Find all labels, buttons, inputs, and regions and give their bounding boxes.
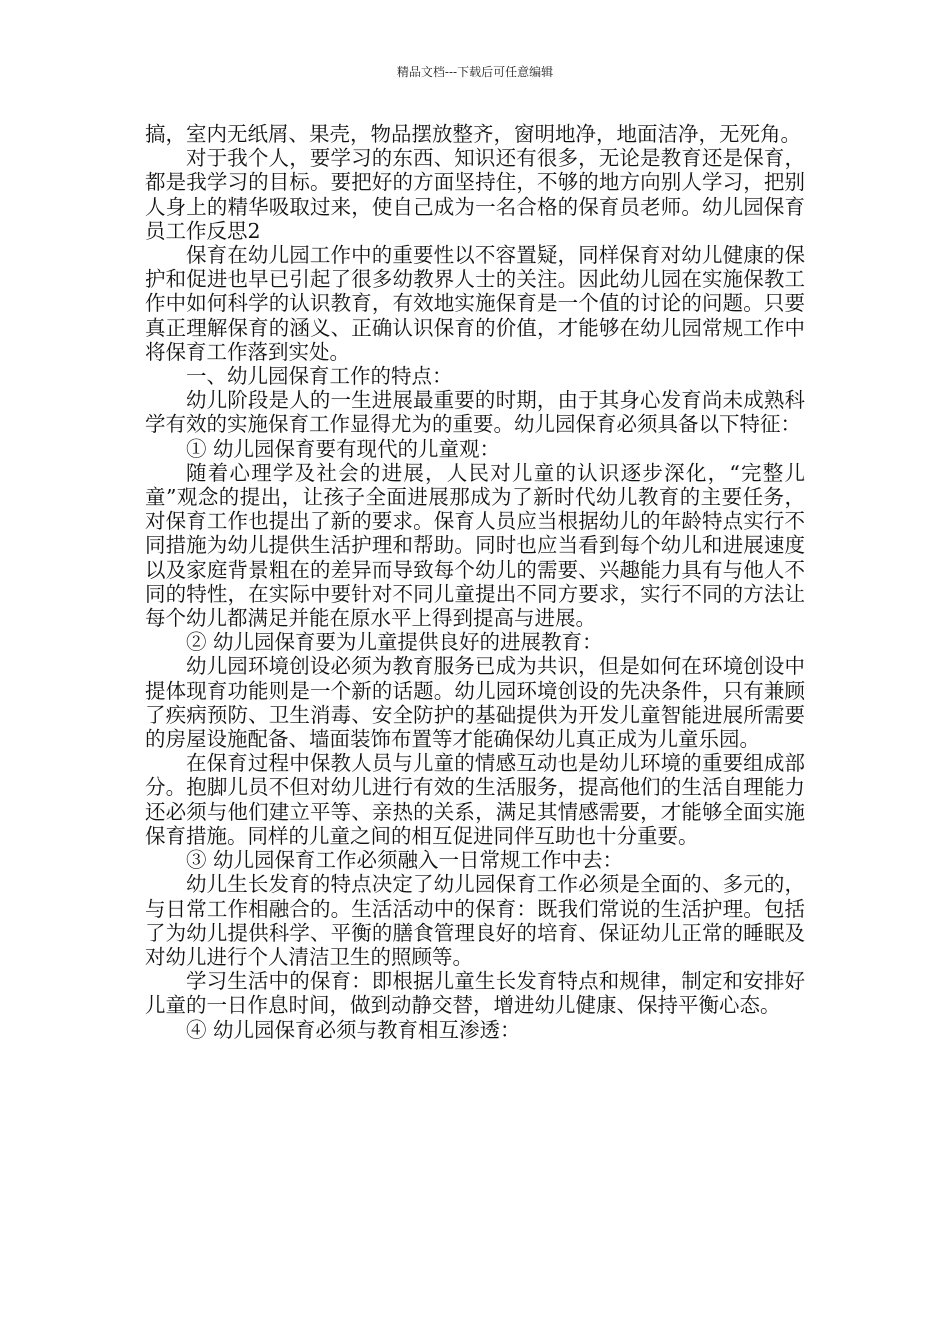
page-header: 精品文档---下载后可任意编辑: [396, 65, 554, 79]
subheading-2: ② 幼儿园保育要为儿童提供良好的进展教育：: [186, 630, 603, 655]
section-heading-1: 一、幼儿园保育工作的特点：: [186, 364, 453, 389]
subheading-1: ① 幼儿园保育要有现代的儿童观：: [186, 436, 501, 461]
paragraph-2: 对于我个人，要学习的东西、知识还有很多，无论是教育还是保育，都是我学习的目标。要把好的方面坚持住，不够的地方向别人学习，把别人身上的精华吸取过来，使自己成为一名合格的保育员老师。幼儿园保育员工作反思2: [145, 146, 805, 243]
paragraph-9: 学习生活中的保育：即根据儿童生长发育特点和规律，制定和安排好儿童的一日作息时间，做到动静交替，增进幼儿健康、保持平衡心态。: [145, 969, 805, 1018]
document-body: [145, 122, 805, 1042]
paragraph-1: 搞，室内无纸屑、果壳，物品摆放整齐，窗明地净，地面洁净，无死角。: [145, 122, 801, 146]
paragraph-7: 在保育过程中保教人员与儿童的情感互动也是幼儿环境的重要组成部分。抱脚儿员不但对幼儿进行有效的生活服务，提高他们的生活自理能力还必须与他们建立平等、亲热的关系，满足其情感需要，才能够全面实施保育措施。同样的儿童之间的相互促进同伴互助也十分重要。: [145, 751, 805, 848]
paragraph-5: 随着心理学及社会的进展，人民对儿童的认识逐步深化，“完整儿童”观念的提出，让孩子全面进展那成为了新时代幼儿教育的主要任务，对保育工作也提出了新的要求。保育人员应当根据幼儿的年龄特点实行不同措施为幼儿提供生活护理和帮助。同时也应当看到每个幼儿和进展速度以及家庭背景粗在的差异而导致每个幼儿的需要、兴趣能力具有与他人不同的特性，在实际中要针对不同儿童提出不同方要求，实行不同的方法让每个幼儿都满足并能在原水平上得到提高与进展。: [145, 460, 805, 631]
subheading-4: ④ 幼儿园保育必须与教育相互渗透：: [186, 1017, 521, 1042]
paragraph-8: 幼儿生长发育的特点决定了幼儿园保育工作必须是全面的、多元的，与日常工作相融合的。生活活动中的保育：既我们常说的生活护理。包括了为幼儿提供科学、平衡的膳食管理良好的培育、保证幼儿正常的睡眠及对幼儿进行个人清洁卫生的照顾等。: [145, 872, 805, 969]
paragraph-3: 保育在幼儿园工作中的重要性以不容置疑，同样保育对幼儿健康的保护和促进也早已引起了很多幼教界人士的关注。因此幼儿园在实施保教工作中如何科学的认识教育，有效地实施保育是一个值的讨论的问题。只要真正理解保育的涵义、正确认识保育的价值，才能够在幼儿园常规工作中将保育工作落到实处。: [145, 243, 805, 364]
paragraph-6: 幼儿园环境创设必须为教育服务已成为共识，但是如何在环境创设中提体现育功能则是一个新的话题。幼儿园环境创设的先决条件，只有兼顾了疾病预防、卫生消毒、安全防护的基础提供为开发儿童智能进展所需要的房屋设施配备、墙面装饰布置等才能确保幼儿真正成为儿童乐园。: [145, 654, 805, 752]
paragraph-4: 幼儿阶段是人的一生进展最重要的时期，由于其身心发育尚未成熟科学有效的实施保育工作显得尤为的重要。幼儿园保育必须具备以下特征：: [145, 388, 805, 437]
subheading-3: ③ 幼儿园保育工作必须融入一日常规工作中去：: [186, 848, 624, 873]
